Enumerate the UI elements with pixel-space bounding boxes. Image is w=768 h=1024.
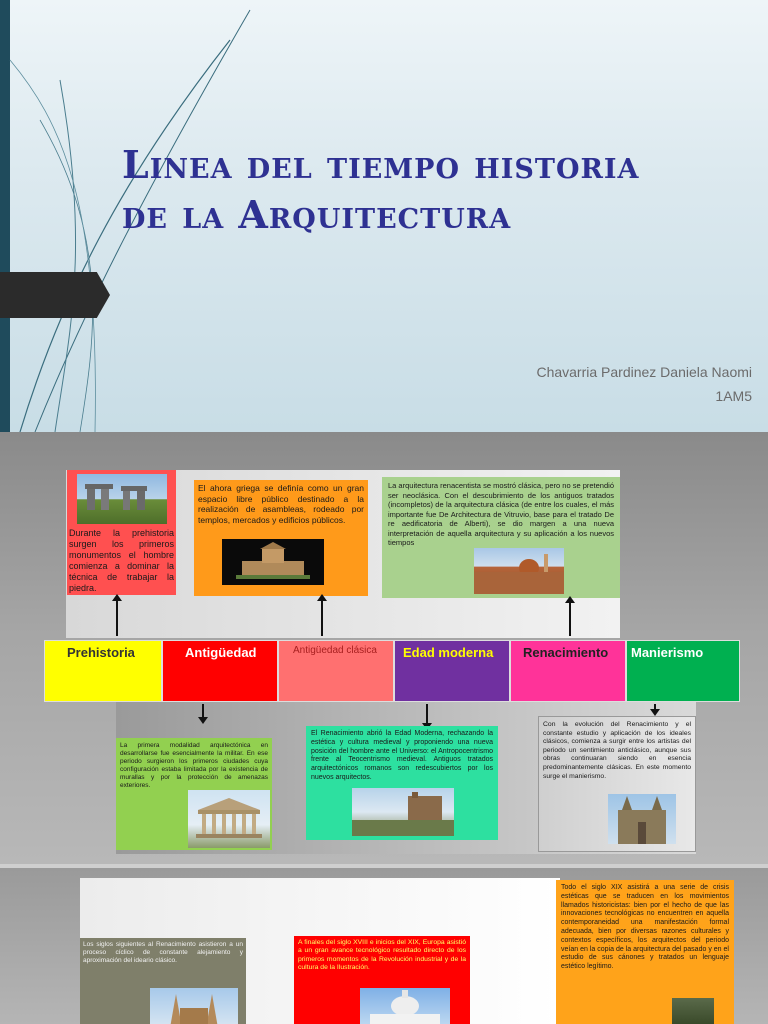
- greek-temple-image: [188, 790, 270, 848]
- edad-moderna-text: El Renacimiento abrió la Edad Moderna, rechazando la estética y cultura medieval y proponiendo una nueva posición del hombre ante el Universo: el Antropocentrismo frente al Teocentrismo medieval. Antiguos tratados arquitectónicos romanos son redescubiertos por los nuevos arquitectos.: [311, 730, 493, 781]
- arrow-up-antiguedad: [321, 600, 323, 636]
- title-line-2: de la Arquitectura: [122, 192, 512, 237]
- stonehenge-image: [77, 474, 167, 524]
- timeline-antiguedad: Antigüedad: [162, 640, 278, 702]
- arrow-down-edad-moderna: [426, 704, 428, 724]
- stonehenge-icon: [77, 474, 167, 524]
- page-title: [122, 140, 722, 240]
- cathedral-icon: [608, 794, 676, 844]
- continuation-slide: [0, 868, 768, 1024]
- baroque-cathedral-image: [150, 988, 238, 1024]
- manierismo-text: Con la evolución del Renacimiento y el constante estudio y aplicación de los ideales clásicos, comienza a surgir entre los artistas del periodo un sentimiento anticlásico, aunque sus obras continuaran siendo en esencia predominantemente clásicas. En este momento surge el manierismo.: [543, 721, 691, 780]
- barroco-text: Los siglos siguientes al Renacimiento asistieron a un proceso cíclico de constante alejamiento y aproximación del ideario clásico.: [83, 941, 243, 964]
- arrow-shape: [0, 272, 110, 318]
- siglo-xix-text: Todo el siglo XIX asistirá a una serie de crisis estéticas que se traducen en los movimientos llamados historicistas: bien por el hecho de que las innovaciones tecnológicas no encuentren en aquella contemporaneidad una manifestación formal adecuada, bien por diversas razones culturales y contextos específicos, los arquitectos del periodo veían en la copia de la arquitectura del pasado y en el estudio de sus cánones y tratados un lenguaje estético legítimo.: [561, 884, 729, 971]
- capitol-image: [360, 988, 450, 1024]
- spires-icon: [150, 988, 238, 1024]
- timeline-slide: [0, 432, 768, 864]
- author-name: Chavarria Pardinez Daniela Naomi: [536, 364, 752, 380]
- title-line-1: Linea del tiempo historia: [122, 142, 640, 187]
- arrow-up-renacimiento: [569, 602, 571, 636]
- timeline-prehistoria: Prehistoria: [44, 640, 162, 702]
- timeline-bar: [44, 640, 740, 702]
- florence-image: [474, 548, 564, 594]
- prehistoria-text: Durante la prehistoria surgen los primeros monumentos el hombre comienza a dominar la técnica de trabajar la piedra.: [69, 528, 174, 593]
- arrow-down-manierismo: [654, 704, 656, 710]
- palace-icon: [222, 539, 324, 585]
- group-code: 1AM5: [715, 388, 752, 404]
- dome-icon: [474, 548, 564, 594]
- timeline-antiguedad-clasica: Antigüedad clásica: [278, 640, 394, 702]
- cathedral-image: [608, 794, 676, 844]
- timeline-edad-moderna: Edad moderna: [394, 640, 510, 702]
- timeline-renacimiento: Renacimiento: [510, 640, 626, 702]
- temple-icon: [188, 790, 270, 848]
- modern-house-image: [672, 998, 714, 1024]
- clasica-text: La primera modalidad arquitectónica en desarrollarse fue esencialmente la militar. En ese periodo surgieron los primeros ciudades cuya configuración estaba limitada por la existencia de murallas y por la protección de amenazas exteriores.: [120, 742, 268, 789]
- arrow-down-clasica: [202, 704, 204, 718]
- timeline-manierismo: Manierismo: [626, 640, 740, 702]
- title-slide: [0, 0, 768, 432]
- castle-image: [352, 788, 454, 836]
- renacimiento-text: La arquitectura renacentista se mostró clásica, pero no se pretendió ser neoclásica. Con el descubrimiento de los antiguos tratados (incompletos) de la arquitectura clásica (de entre los cuales, el más importante fue De Architectura de Vitruvio, base para el tratado De re aedificatoria de Alberti), se dio margen a una nueva interpretación de aquella arquitectura y su aplicación a los nuevos tiempos: [388, 481, 614, 547]
- antiguedad-text: El ahora griega se definía como un gran espacio libre público destinado a la realización de asambleas, rodeado por templos, mercados y edificios públicos.: [198, 483, 364, 525]
- castle-icon: [352, 788, 454, 836]
- ancient-building-image: [222, 539, 324, 585]
- capitol-icon: [360, 988, 450, 1024]
- industrial-text: A finales del siglo XVIII e inicios del XIX, Europa asistió a un gran avance tecnológico resultado directo de los primeros momentos de la Revolución industrial y de la cultura de la Ilustración.: [298, 939, 466, 972]
- arrow-up-prehistoria: [116, 600, 118, 636]
